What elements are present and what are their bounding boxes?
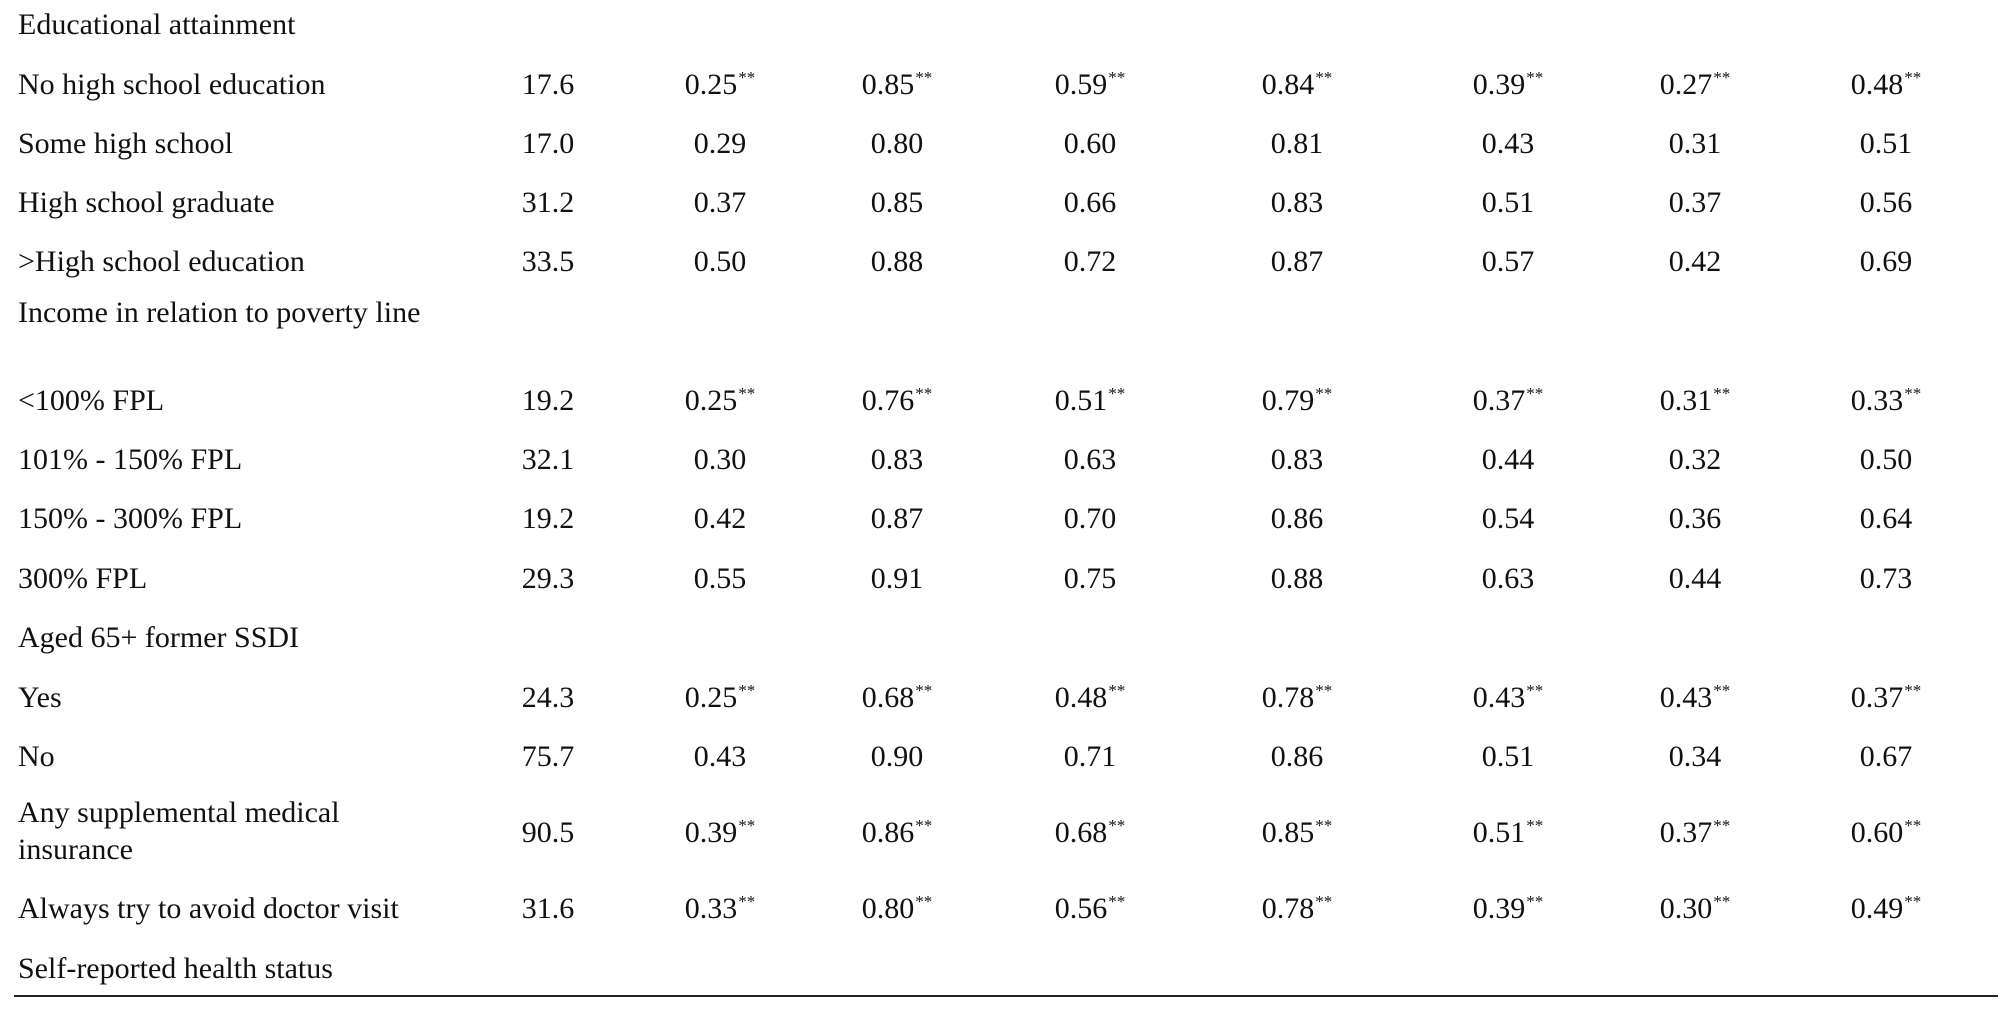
table-cell: [1625, 125, 1765, 162]
cell-value: 33.5: [521, 245, 575, 278]
cell-value: 0.39: [684, 816, 738, 849]
cell-value: 0.51: [1859, 127, 1913, 160]
table-cell: [827, 382, 967, 419]
cell-value: 17.0: [521, 127, 575, 160]
row-label: Yes: [18, 681, 62, 714]
significance-marker: **: [1108, 384, 1126, 403]
cell-value: 0.37: [1472, 384, 1526, 417]
table-cell: [827, 560, 967, 597]
row-label: Always try to avoid doctor visit: [18, 892, 399, 925]
row-label: 300% FPL: [18, 562, 148, 595]
table-cell: [478, 738, 618, 775]
table-cell: [1227, 500, 1367, 537]
table-cell: [1816, 814, 1956, 851]
cell-value: 0.66: [1063, 186, 1117, 219]
table-cell: [1816, 441, 1956, 478]
table-cell: [1020, 125, 1160, 162]
table-cell: [1227, 184, 1367, 221]
table-cell: [478, 500, 618, 537]
table-cell: [1625, 441, 1765, 478]
cell-value: 0.42: [1668, 245, 1722, 278]
table-cell: [827, 738, 967, 775]
significance-marker: **: [1315, 384, 1333, 403]
significance-marker: **: [915, 384, 933, 403]
section-header-label: Self-reported health status: [18, 952, 333, 985]
cell-value: 0.84: [1261, 68, 1315, 101]
cell-value: 0.37: [1850, 681, 1904, 714]
cell-value: 0.67: [1859, 740, 1913, 773]
cell-value: 0.37: [1659, 816, 1713, 849]
cell-value: 0.73: [1859, 562, 1913, 595]
cell-value: 0.43: [1472, 681, 1526, 714]
row-label: High school graduate: [18, 186, 275, 219]
table-cell: [1816, 738, 1956, 775]
cell-value: 0.54: [1481, 502, 1535, 535]
table-cell: [1438, 382, 1578, 419]
cell-value: 0.25: [684, 68, 738, 101]
table-cell: [1625, 738, 1765, 775]
significance-marker: **: [738, 816, 756, 835]
table-cell: [1020, 560, 1160, 597]
cell-value: 0.33: [684, 892, 738, 925]
cell-value: 0.42: [693, 502, 747, 535]
table-cell: [1438, 890, 1578, 927]
cell-value: 0.83: [1270, 186, 1324, 219]
table-cell: [1227, 814, 1367, 851]
table-cell: [1020, 500, 1160, 537]
table-cell: [1625, 560, 1765, 597]
cell-value: 0.56: [1859, 186, 1913, 219]
significance-marker: **: [915, 681, 933, 700]
table-cell: [650, 243, 790, 280]
cell-value: 0.39: [1472, 892, 1526, 925]
table-cell: [1020, 679, 1160, 716]
cell-value: 0.63: [1481, 562, 1535, 595]
table-cell: [1020, 890, 1160, 927]
cell-value: 0.86: [1270, 740, 1324, 773]
table-cell: [650, 500, 790, 537]
significance-marker: **: [1713, 816, 1731, 835]
table-cell: [827, 66, 967, 103]
cell-value: 0.75: [1063, 562, 1117, 595]
significance-marker: **: [1315, 892, 1333, 911]
cell-value: 0.81: [1270, 127, 1324, 160]
table-cell: [478, 679, 618, 716]
table-cell: [650, 66, 790, 103]
cell-value: 0.56: [1054, 892, 1108, 925]
cell-value: 0.44: [1481, 443, 1535, 476]
cell-value: 0.36: [1668, 502, 1722, 535]
table-cell: [1816, 184, 1956, 221]
table-cell: [1227, 679, 1367, 716]
table-cell: [1816, 243, 1956, 280]
row-label: 150% - 300% FPL: [18, 502, 243, 535]
table-cell: [1625, 890, 1765, 927]
table-cell: [1625, 243, 1765, 280]
cell-value: 0.31: [1659, 384, 1713, 417]
table-cell: [478, 184, 618, 221]
table-cell: [650, 890, 790, 927]
significance-marker: **: [1904, 681, 1922, 700]
table-cell: [827, 890, 967, 927]
table-cell: [1625, 500, 1765, 537]
table-cell: [478, 382, 618, 419]
significance-marker: **: [1904, 816, 1922, 835]
table-cell: [1438, 738, 1578, 775]
cell-value: 0.72: [1063, 245, 1117, 278]
cell-value: 0.80: [861, 892, 915, 925]
cell-value: 0.30: [1659, 892, 1713, 925]
table-cell: [1816, 679, 1956, 716]
table-cell: [650, 560, 790, 597]
cell-value: 0.27: [1659, 68, 1713, 101]
table-cell: [650, 382, 790, 419]
cell-value: 0.90: [870, 740, 924, 773]
cell-value: 0.91: [870, 562, 924, 595]
table-cell: [650, 441, 790, 478]
table-cell: [827, 814, 967, 851]
table-cell: [650, 814, 790, 851]
significance-marker: **: [1108, 892, 1126, 911]
table-cell: [1020, 441, 1160, 478]
significance-marker: **: [915, 816, 933, 835]
section-header-label: Aged 65+ former SSDI: [18, 621, 300, 654]
table-cell: [1020, 66, 1160, 103]
table-cell: [1816, 890, 1956, 927]
row-label: >High school education: [18, 245, 305, 278]
significance-marker: **: [1108, 68, 1126, 87]
cell-value: 0.76: [861, 384, 915, 417]
significance-marker: **: [1713, 681, 1731, 700]
significance-marker: **: [1526, 681, 1544, 700]
table-cell: [1020, 382, 1160, 419]
cell-value: 0.68: [861, 681, 915, 714]
cell-value: 0.25: [684, 681, 738, 714]
cell-value: 0.37: [1668, 186, 1722, 219]
cell-value: 0.44: [1668, 562, 1722, 595]
table-cell: [827, 679, 967, 716]
table-cell: [1816, 125, 1956, 162]
cell-value: 0.59: [1054, 68, 1108, 101]
significance-marker: **: [1904, 384, 1922, 403]
cell-value: 0.51: [1481, 740, 1535, 773]
cell-value: 0.79: [1261, 384, 1315, 417]
cell-value: 0.29: [693, 127, 747, 160]
cell-value: 0.51: [1481, 186, 1535, 219]
table-cell: [1625, 679, 1765, 716]
table-cell: [1438, 125, 1578, 162]
cell-value: 0.86: [1270, 502, 1324, 535]
table-cell: [827, 441, 967, 478]
cell-value: 0.43: [1481, 127, 1535, 160]
cell-value: 0.85: [1261, 816, 1315, 849]
table-cell: [478, 243, 618, 280]
section-header-label: Educational attainment: [18, 8, 296, 41]
cell-value: 0.63: [1063, 443, 1117, 476]
row-label: Any supplemental medical insurance: [18, 796, 340, 866]
significance-marker: **: [738, 681, 756, 700]
cell-value: 0.85: [861, 68, 915, 101]
cell-value: 0.49: [1850, 892, 1904, 925]
cell-value: 0.55: [693, 562, 747, 595]
significance-marker: **: [738, 384, 756, 403]
table-cell: [1438, 679, 1578, 716]
table-cell: [650, 184, 790, 221]
table-cell: [1816, 66, 1956, 103]
row-label: No: [18, 740, 55, 773]
table-cell: [1438, 243, 1578, 280]
cell-value: 0.50: [1859, 443, 1913, 476]
cell-value: 0.68: [1054, 816, 1108, 849]
significance-marker: **: [1315, 68, 1333, 87]
table-cell: [1020, 243, 1160, 280]
significance-marker: **: [1713, 892, 1731, 911]
cell-value: 0.64: [1859, 502, 1913, 535]
cell-value: 29.3: [521, 562, 575, 595]
cell-value: 0.25: [684, 384, 738, 417]
table-cell: [478, 125, 618, 162]
table-cell: [1625, 184, 1765, 221]
row-label: Some high school: [18, 127, 233, 160]
cell-value: 0.51: [1472, 816, 1526, 849]
cell-value: 0.33: [1850, 384, 1904, 417]
table-cell: [1438, 814, 1578, 851]
table-cell: [1438, 66, 1578, 103]
table-cell: [1020, 184, 1160, 221]
cell-value: 17.6: [521, 68, 575, 101]
table-cell: [1816, 560, 1956, 597]
significance-marker: **: [738, 68, 756, 87]
table-cell: [1438, 560, 1578, 597]
cell-value: 0.83: [1270, 443, 1324, 476]
cell-value: 32.1: [521, 443, 575, 476]
table-cell: [827, 500, 967, 537]
significance-marker: **: [1526, 68, 1544, 87]
table-cell: [827, 184, 967, 221]
cell-value: 0.78: [1261, 681, 1315, 714]
significance-marker: **: [1713, 384, 1731, 403]
significance-marker: **: [1315, 681, 1333, 700]
cell-value: 0.71: [1063, 740, 1117, 773]
row-label: No high school education: [18, 68, 326, 101]
row-label: <100% FPL: [18, 384, 165, 417]
table-cell: [1227, 441, 1367, 478]
table-cell: [1020, 738, 1160, 775]
significance-marker: **: [1526, 816, 1544, 835]
table-cell: [478, 441, 618, 478]
significance-marker: **: [1108, 681, 1126, 700]
table-cell: [478, 560, 618, 597]
significance-marker: **: [1526, 892, 1544, 911]
table-bottom-rule: [14, 995, 1998, 997]
cell-value: 0.43: [693, 740, 747, 773]
cell-value: 0.60: [1063, 127, 1117, 160]
table-cell: [1227, 890, 1367, 927]
cell-value: 0.60: [1850, 816, 1904, 849]
table-cell: [1227, 738, 1367, 775]
cell-value: 0.69: [1859, 245, 1913, 278]
table-cell: [1625, 382, 1765, 419]
cell-value: 90.5: [521, 816, 575, 849]
table-cell: [650, 738, 790, 775]
table-cell: [478, 814, 618, 851]
cell-value: 0.39: [1472, 68, 1526, 101]
cell-value: 0.70: [1063, 502, 1117, 535]
cell-value: 0.57: [1481, 245, 1535, 278]
cell-value: 0.48: [1054, 681, 1108, 714]
cell-value: 0.88: [870, 245, 924, 278]
table-cell: [1020, 814, 1160, 851]
cell-value: 0.30: [693, 443, 747, 476]
cell-value: 0.86: [861, 816, 915, 849]
cell-value: 0.43: [1659, 681, 1713, 714]
significance-marker: **: [915, 892, 933, 911]
cell-value: 0.48: [1850, 68, 1904, 101]
cell-value: 0.80: [870, 127, 924, 160]
significance-marker: **: [1108, 816, 1126, 835]
section-header-label: Income in relation to poverty line: [18, 296, 421, 329]
cell-value: 19.2: [521, 384, 575, 417]
cell-value: 0.31: [1668, 127, 1722, 160]
table-cell: [1816, 500, 1956, 537]
table-cell: [1438, 184, 1578, 221]
table-cell: [1227, 382, 1367, 419]
cell-value: 0.37: [693, 186, 747, 219]
table-cell: [1438, 500, 1578, 537]
cell-value: 75.7: [521, 740, 575, 773]
cell-value: 0.34: [1668, 740, 1722, 773]
cell-value: 19.2: [521, 502, 575, 535]
cell-value: 31.2: [521, 186, 575, 219]
table-cell: [1227, 125, 1367, 162]
significance-marker: **: [1315, 816, 1333, 835]
cell-value: 0.32: [1668, 443, 1722, 476]
significance-marker: **: [1904, 68, 1922, 87]
table-cell: [827, 243, 967, 280]
cell-value: 0.83: [870, 443, 924, 476]
cell-value: 0.78: [1261, 892, 1315, 925]
cell-value: 0.87: [870, 502, 924, 535]
table-cell: [1227, 66, 1367, 103]
table-cell: [478, 66, 618, 103]
table-cell: [1227, 560, 1367, 597]
significance-marker: **: [1904, 892, 1922, 911]
row-label: 101% - 150% FPL: [18, 443, 243, 476]
significance-marker: **: [915, 68, 933, 87]
cell-value: 0.87: [1270, 245, 1324, 278]
table-cell: [478, 890, 618, 927]
table-cell: [650, 679, 790, 716]
cell-value: 24.3: [521, 681, 575, 714]
cell-value: 0.51: [1054, 384, 1108, 417]
table-cell: [1816, 382, 1956, 419]
table-cell: [827, 125, 967, 162]
table-cell: [650, 125, 790, 162]
cell-value: 31.6: [521, 892, 575, 925]
table-cell: [1625, 66, 1765, 103]
significance-marker: **: [1526, 384, 1544, 403]
table-cell: [1625, 814, 1765, 851]
cell-value: 0.88: [1270, 562, 1324, 595]
cell-value: 0.50: [693, 245, 747, 278]
table-cell: [1227, 243, 1367, 280]
significance-marker: **: [738, 892, 756, 911]
significance-marker: **: [1713, 68, 1731, 87]
table-cell: [1438, 441, 1578, 478]
cell-value: 0.85: [870, 186, 924, 219]
